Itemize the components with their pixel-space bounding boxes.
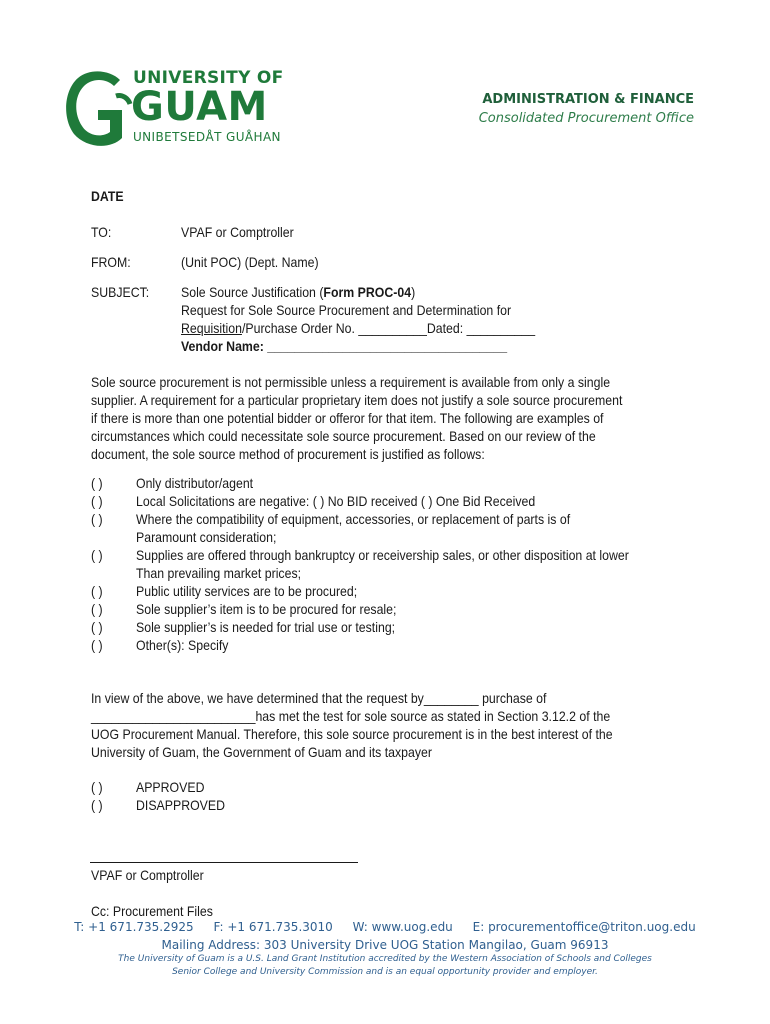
intro-line: if there is more than one potential bidder or offeror for that item. The following are examples of — [91, 410, 604, 426]
form-number: Form PROC-04 — [323, 284, 412, 300]
option-text: Than prevailing market prices; — [136, 565, 302, 581]
option-text: Local Solicitations are negative: ( ) No BID received ( ) One Bid Received — [136, 493, 536, 509]
purchase-blank-field: ________________________ — [91, 708, 256, 724]
footer-fax: F: +1 671.735.3010 — [213, 920, 333, 934]
option-text: Paramount consideration; — [136, 529, 277, 545]
subject-line-3 — [181, 319, 535, 337]
from-label: FROM: — [91, 254, 131, 270]
footer-accreditation-2: Senior College and University Commission and is an equal opportunity provider and employer. — [172, 967, 598, 977]
intro-line: supplier. A requirement for a particular proprietary item does not justify a sole source procurement — [91, 392, 623, 408]
option-text: Supplies are offered through bankruptcy or receivership sales, or other disposition at lower — [136, 547, 629, 563]
footer-address: Mailing Address: 303 University Drive UOG Station Mangilao, Guam 96913 — [161, 938, 609, 952]
to-value: VPAF or Comptroller — [181, 224, 294, 240]
footer-phone: T: +1 671.735.2925 — [74, 920, 194, 934]
footer-web[interactable]: W: www.uog.edu — [352, 920, 453, 934]
option-checkbox[interactable]: ( ) — [91, 637, 103, 653]
approved-label: APPROVED — [136, 779, 205, 795]
approved-checkbox[interactable]: ( ) — [91, 779, 103, 795]
office-name: Consolidated Procurement Office — [478, 111, 694, 126]
to-label: TO: — [91, 224, 112, 240]
intro-line: document, the sole source method of procurement is justified as follows: — [91, 446, 485, 462]
option-checkbox[interactable]: ( ) — [91, 511, 103, 527]
footer-contact — [0, 920, 770, 934]
option-text: Only distributor/agent — [136, 475, 254, 491]
disapproved-label: DISAPPROVED — [136, 797, 226, 813]
option-checkbox[interactable]: ( ) — [91, 619, 103, 635]
option-text: Sole supplier’s is needed for trial use or testing; — [136, 619, 396, 635]
subject-text: Sole Source Justification ( — [181, 284, 324, 300]
determination-line — [91, 707, 610, 725]
determination-line: University of Guam, the Government of Guam and its taxpayer — [91, 744, 433, 760]
option-text: Where the compatibility of equipment, accessories, or replacement of parts is of — [136, 511, 571, 527]
disapproved-checkbox[interactable]: ( ) — [91, 797, 103, 813]
logo-line-chamorro: UNIBETSEDÅT GUÅHAN — [133, 130, 281, 144]
subject-close-paren: ) — [411, 284, 416, 300]
option-checkbox[interactable]: ( ) — [91, 601, 103, 617]
logo-line-university: UNIVERSITY OF — [133, 68, 284, 88]
from-value: (Unit POC) (Dept. Name) — [181, 254, 319, 270]
requisition-word: Requisition — [181, 320, 242, 336]
option-checkbox[interactable]: ( ) — [91, 475, 103, 491]
determination-line: UOG Procurement Manual. Therefore, this sole source procurement is in the best interest of the — [91, 726, 613, 742]
determination-text: has met the test for sole source as stated in Section 3.12.2 of the — [255, 708, 611, 724]
subject-line-2: Request for Sole Source Procurement and Determination for — [181, 302, 512, 318]
date-label: DATE — [91, 188, 124, 204]
logo-line-guam: GUAM — [131, 84, 268, 130]
option-text: Sole supplier’s item is to be procured for resale; — [136, 601, 397, 617]
guam-g-emblem-icon — [60, 66, 136, 150]
option-text: Public utility services are to be procured; — [136, 583, 358, 599]
subject-label: SUBJECT: — [91, 284, 150, 300]
department-name: ADMINISTRATION & FINANCE — [482, 92, 694, 107]
option-text: Other(s): Specify — [136, 637, 229, 653]
determination-line: In view of the above, we have determined that the request by________ purchase of — [91, 690, 547, 706]
option-checkbox[interactable]: ( ) — [91, 547, 103, 563]
po-number-field: /Purchase Order No. __________Dated: __________ — [241, 320, 536, 336]
option-checkbox[interactable]: ( ) — [91, 493, 103, 509]
footer-accreditation-1: The University of Guam is a U.S. Land Grant Institution accredited by the Western Association of Schools and Colleges — [118, 954, 652, 964]
vendor-name-field: Vendor Name: ___________________________________ — [181, 338, 508, 354]
option-checkbox[interactable]: ( ) — [91, 583, 103, 599]
intro-line: circumstances which could necessitate sole source procurement. Based on our review of the — [91, 428, 596, 444]
footer-email[interactable]: E: procurementoffice@triton.uog.edu — [472, 920, 696, 934]
signature-line — [90, 862, 358, 863]
signature-title: VPAF or Comptroller — [91, 867, 204, 883]
intro-line: Sole source procurement is not permissible unless a requirement is available from only a single — [91, 374, 611, 390]
cc-line: Cc: Procurement Files — [91, 903, 213, 919]
subject-line-1 — [181, 283, 415, 301]
